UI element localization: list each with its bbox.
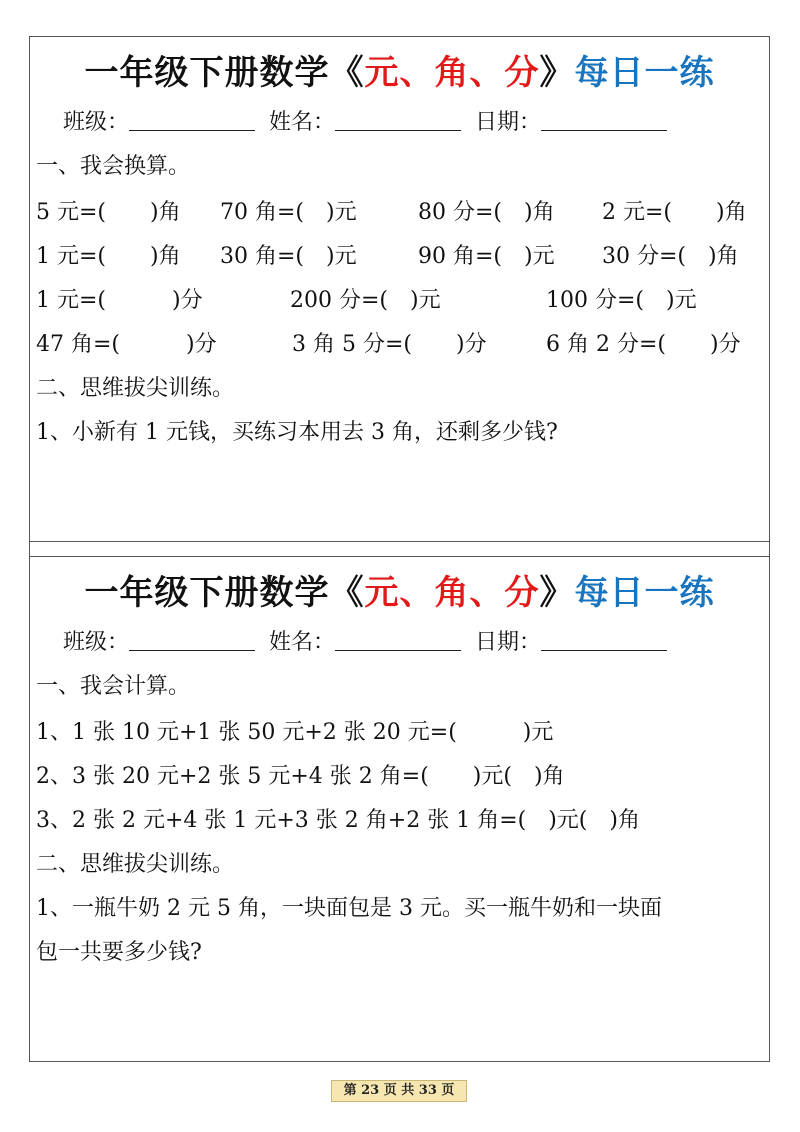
exercise-item: 200 分=( )元 <box>290 288 441 313</box>
exercise-row <box>36 327 765 357</box>
title-prefix: 一年级下册数学《 <box>84 53 365 93</box>
sheet-separator <box>29 542 770 556</box>
word-problem-line: 1、一瓶牛奶 2 元 5 角，一块面包是 3 元。买一瓶牛奶和一块面 <box>36 896 662 921</box>
name-blank[interactable] <box>335 628 461 651</box>
exercise-item: 5 元=( )角 <box>36 200 181 225</box>
section-heading-thinking: 二、思维拔尖训练。 <box>36 376 235 401</box>
name-label: 姓名： <box>269 630 336 655</box>
date-blank[interactable] <box>541 628 667 651</box>
exercise-item: 6 角 2 分=( )分 <box>546 332 741 357</box>
title-suffix: 每日一练 <box>574 53 715 93</box>
class-blank[interactable] <box>129 108 255 131</box>
student-info-row <box>63 625 681 656</box>
calculation-item: 3、2 张 2 元+4 张 1 元+3 张 2 角+2 张 1 角=( )元( )角 <box>36 808 640 833</box>
exercise-item: 90 角=( )元 <box>418 244 555 269</box>
class-label: 班级： <box>63 110 130 135</box>
exercise-row <box>36 239 765 269</box>
date-label: 日期： <box>475 630 542 655</box>
title-suffix: 每日一练 <box>574 573 715 613</box>
student-info-row <box>63 105 681 136</box>
page-number: 第 23 页 共 33 页 <box>331 1080 467 1102</box>
worksheet-title <box>30 565 769 614</box>
worksheet-2 <box>29 556 770 1062</box>
exercise-item: 3 角 5 分=( )分 <box>292 332 487 357</box>
title-topic: 元、角、分 <box>364 573 540 613</box>
title-prefix: 一年级下册数学《 <box>84 573 365 613</box>
section-heading-thinking: 二、思维拔尖训练。 <box>36 852 235 877</box>
exercise-item: 1 元=( )分 <box>36 288 203 313</box>
calculation-item: 1、1 张 10 元+1 张 50 元+2 张 20 元=( )元 <box>36 720 554 745</box>
section-heading-conversion: 一、我会换算。 <box>36 154 191 179</box>
date-label: 日期： <box>475 110 542 135</box>
exercise-item: 1 元=( )角 <box>36 244 181 269</box>
name-blank[interactable] <box>335 108 461 131</box>
exercise-item: 70 角=( )元 <box>220 200 357 225</box>
exercise-item: 100 分=( )元 <box>546 288 697 313</box>
exercise-item: 47 角=( )分 <box>36 332 217 357</box>
exercise-row <box>36 195 765 225</box>
date-blank[interactable] <box>541 108 667 131</box>
exercise-item: 30 角=( )元 <box>220 244 357 269</box>
exercise-item: 30 分=( )角 <box>602 244 739 269</box>
title-bracket: 》 <box>539 53 575 93</box>
class-label: 班级： <box>63 630 130 655</box>
name-label: 姓名： <box>269 110 336 135</box>
calculation-item: 2、3 张 20 元+2 张 5 元+4 张 2 角=( )元( )角 <box>36 764 565 789</box>
title-bracket: 》 <box>539 573 575 613</box>
worksheet-title <box>30 45 769 94</box>
exercise-item: 2 元=( )角 <box>602 200 747 225</box>
title-topic: 元、角、分 <box>364 53 540 93</box>
exercise-item: 80 分=( )角 <box>418 200 555 225</box>
exercise-row <box>36 283 765 313</box>
word-problem-line: 包一共要多少钱? <box>36 940 202 965</box>
section-heading-calculation: 一、我会计算。 <box>36 674 191 699</box>
word-problem: 1、小新有 1 元钱，买练习本用去 3 角，还剩多少钱? <box>36 420 558 445</box>
class-blank[interactable] <box>129 628 255 651</box>
worksheet-1 <box>29 36 770 542</box>
